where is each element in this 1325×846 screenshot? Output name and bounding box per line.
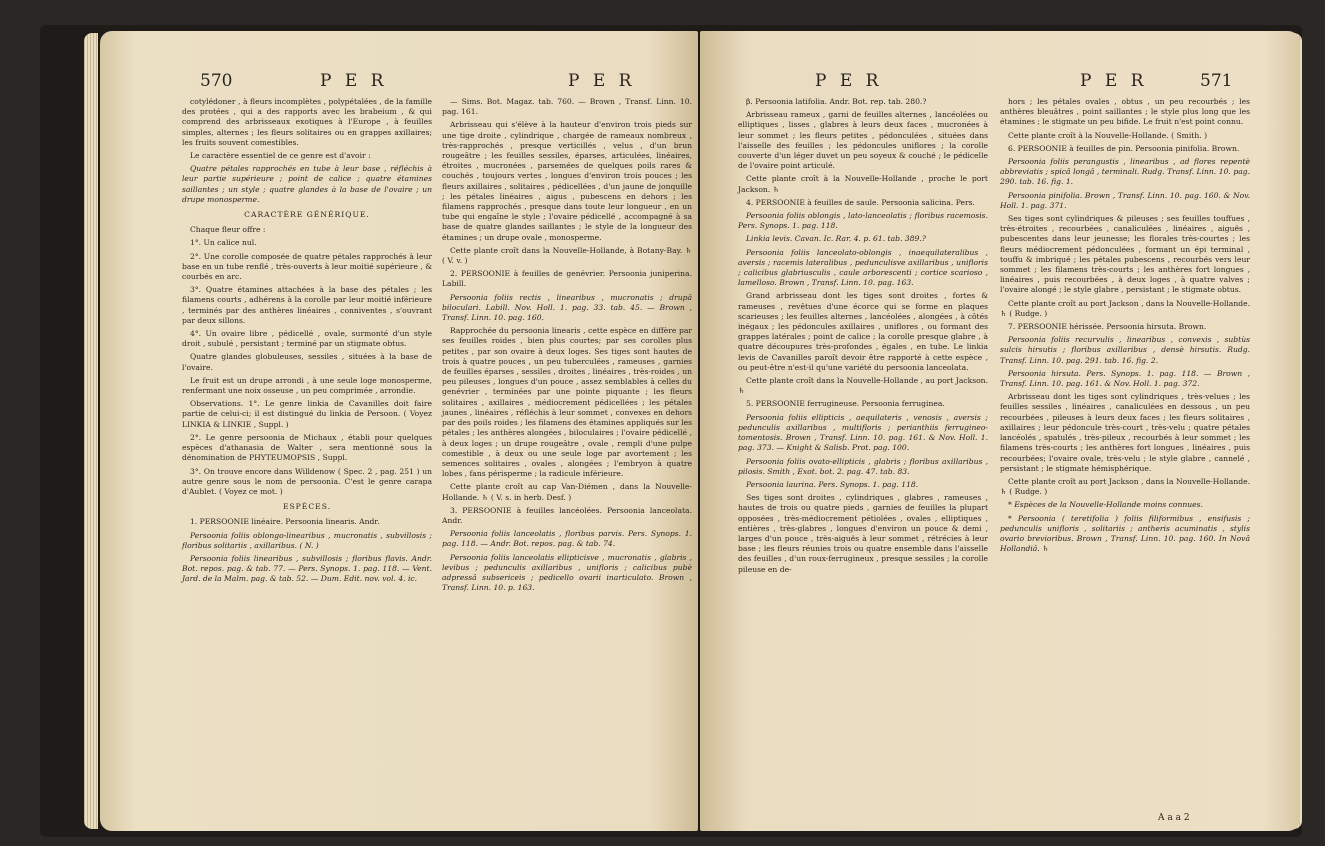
paragraph: Persoonia laurina. Pers. Synops. 1. pag. 118.	[746, 479, 919, 489]
right-column-2	[1000, 97, 1250, 557]
left-page-edges	[84, 33, 98, 829]
paragraph: 6. PERSOONIE à feuilles de pin. Persoonia pinifolia. Brown.	[1008, 143, 1240, 153]
running-title: P E R	[815, 71, 883, 91]
paragraph: Persoonia foliis lanceolato-oblongis , inaequilateralibus , aversis ; racemis lateralibus , pedunculisve axillaribus , unifloris ; calicibus glabriusculis , caule arborescenti ; cortice scarioso , lamelloso. Brown , Transf. Linn. 10. pag. 163.	[738, 247, 988, 288]
paragraph: CARACTÈRE GÉNÉRIQUE.	[244, 210, 370, 220]
paragraph: Persoonia foliis lanceolatis , floribus parvis. Pers. Synops. 1. pag. 118. — Andr. Bot. repos. pag. & tab. 74.	[442, 529, 692, 549]
paragraph: 5. PERSOONIE ferrugineuse. Persoonia ferruginea.	[746, 399, 945, 409]
paragraph: 4. PERSOONIE à feuilles de saule. Persoonia salicina. Pers.	[746, 197, 975, 207]
paragraph: 2°. Une corolle composée de quatre pétales rapprochés à leur base en un tube renflé , très-ouverts à leur moitié supérieure , & courbés en arc.	[182, 251, 432, 282]
open-book	[40, 25, 1302, 837]
paragraph: Cette plante croît dans la Nouvelle-Hollande , au port Jackson. ♄	[738, 376, 988, 396]
paragraph: * Espèces de la Nouvelle-Hollande moins connues.	[1008, 500, 1203, 510]
paragraph: Persoonia foliis rectis , linearibus , mucronatis ; drupâ biloculari. Labill. Nov. Holl. 1. pag. 33. tab. 45. — Brown , Transf. Linn. 10. pag. 160.	[442, 292, 692, 323]
paragraph: cotylédoner , à fleurs incomplètes , polypétalées , de la famille des protées , qui a des rapports avec les brabeium , & qui comprend des arbrisseaux exotiques à l'Europe , à feuilles simples, alternes ; les fleurs solitaires ou en grappes axillaires; les fruits souvent comestibles.	[182, 97, 432, 147]
paragraph: Persoonia pinifolia. Brown , Transf. Linn. 10. pag. 160. & Nov. Holl. 1. pag. 371.	[1000, 190, 1250, 210]
paragraph: Persoonia foliis ellipticis , aequilateris , venosis , aversis ; pedunculis axillaribus , multifloris ; perianthiis ferrugineo-tomentosis. Brown , Transf. Linn. 10. pag. 161. & Nov. Holl. 1. pag. 373. — Knight & Salisb. Prot. pag. 100.	[738, 412, 988, 453]
signature-mark: A a a 2	[1158, 813, 1190, 823]
paragraph: Cette plante croît au cap Van-Diémen , dans la Nouvelle-Hollande. ♄ ( V. s. in herb. Desf. )	[442, 482, 692, 502]
page-number: 570	[200, 71, 233, 91]
paragraph: Cette plante croît au port Jackson , dans la Nouvelle-Hollande. ♄ ( Rudge. )	[1000, 476, 1250, 497]
paragraph: Ses tiges sont cylindriques & pileuses ; ses feuilles touffues , très-étroites , recourbées , canaliculées , linéaires , aiguës , pubescentes dans leur jeunesse; les florales très-courtes ; les fleurs médiocrement pédonculées , formant un épi terminal , touffu & imbriqué ; les pétales pubescens , recourbés vers leur sommet ; les filamens très-courts ; les anthères fort longues , linéaires , puis recourbées , à deux loges , à quatre valves ; l'ovaire alongé ; le style glabre , persistant ; le stigmate obtus.	[1000, 214, 1250, 295]
paragraph: — Sims. Bot. Magaz. tab. 760. — Brown , Transf. Linn. 10. pag. 161.	[442, 97, 692, 117]
paragraph: Arbrisseau dont les tiges sont cylindriques , très-velues ; les feuilles sessiles , linéaires , canaliculées en dessous , un peu recourbées , pileuses à leurs deux faces ; les fleurs solitaires , axillaires ; leur pédoncule très-court , très-velu ; quatre pétales lancéolés , spatulés , très-pileux , recourbés à leur sommet ; les filamens très-courts ; les anthères fort longues , linéaires , puis recourbées; l'ovaire ovale, très-velu ; le style glabre , cannelé , persistant ; le stigmate hémisphérique.	[1000, 392, 1250, 473]
paragraph: Cette plante croît au port Jackson , dans la Nouvelle-Hollande. ♄ ( Rudge. )	[1000, 298, 1250, 318]
paragraph: 3°. Quatre étamines attachées à la base des pétales ; les filamens courts , adhérens à la corolle par leur moitié inférieure , terminés par des anthères linéaires , conniventes , s'ouvrant par deux sillons.	[182, 285, 432, 325]
right-page	[700, 31, 1300, 831]
left-column-1	[182, 97, 432, 588]
running-title: P E R	[1080, 71, 1148, 91]
paragraph: 3°. On trouve encore dans Willdenow ( Spec. 2 , pag. 251 ) un autre genre sous le nom de persoonia. C'est le genre carapa d'Aublet. ( Voyez ce mot. )	[182, 466, 432, 496]
paragraph: * Persoonia ( teretifolia ) foliis filiformibus , ensifusis ; pedunculis unifloris , solitariis ; antheris acuminatis , stylis ovario brevioribus. Brown , Transf. Linn. 10. pag. 160. In Novâ Hollandiâ. ♄	[1000, 513, 1250, 554]
paragraph: Persoonia foliis perangustis , linearibus , ad flores repentè abbreviatis ; spicâ longâ , terminali. Rudg. Transf. Linn. 10. pag. 290. tab. 16. fig. 1.	[1000, 157, 1250, 187]
paragraph: Chaque fleur offre :	[190, 225, 266, 235]
left-page-header	[100, 71, 698, 97]
paragraph: Cette plante croît à la Nouvelle-Hollande , proche le port Jackson. ♄	[738, 174, 988, 194]
paragraph: Ses tiges sont droites , cylindriques , glabres , rameuses , hautes de trois ou quatre pieds , garnies de feuilles la plupart opposées , très-médiocrement pétiolées , ovales , elliptiques , entières , très-glabres , longues d'environ un pouce & demi , larges d'un pouce , très-aiguës à leur sommet , rétrécies à leur base ; les fleurs réunies trois ou quatre ensemble dans l'aisselle des feuilles , d'un roux-ferrugineux , presque sessiles ; la corolle pileuse en de-	[738, 493, 988, 574]
paragraph: hors ; les pétales ovales , obtus , un peu recourbés ; les anthères bleuâtres , point saillantes ; le style plus long que les étamines ; le stigmate un peu bifide. Le fruit n'est point connu.	[1000, 97, 1250, 127]
paragraph: Persoonia foliis recurvulis , linearibus , convexis , subtùs sulcis hirsutis ; floribus axillaribus , densè hirsutis. Rudg. Transf. Linn. 10. pag. 291. tab. 16. fig. 2.	[1000, 335, 1250, 365]
paragraph: Persoonia foliis oblongis , lato-lanceolatis ; floribus racemosis. Pers. Synops. 1. pag. 118.	[738, 211, 988, 231]
paragraph: Quatre pétales rapprochés en tube à leur base , réfléchis à leur partie supérieure ; point de calice ; quatre étamines saillantes ; un style ; quatre glandes à la base de l'ovaire ; un drupe monosperme.	[182, 164, 432, 204]
paragraph: 7. PERSOONIE hérissée. Persoonia hirsuta. Brown.	[1008, 322, 1207, 332]
paragraph: 3. PERSOONIE à feuilles lancéolées. Persoonia lanceolata. Andr.	[442, 505, 692, 525]
paragraph: Cette plante croît dans la Nouvelle-Hollande, à Botany-Bay. ♄ ( V. v. )	[442, 245, 692, 266]
paragraph: Le caractère essentiel de ce genre est d'avoir :	[190, 151, 371, 161]
right-page-header	[700, 71, 1300, 97]
left-page	[100, 31, 698, 831]
paragraph: 1°. Un calice nul.	[190, 238, 257, 248]
running-title: P E R	[568, 71, 636, 91]
paragraph: Quatre glandes globuleuses, sessiles , situées à la base de l'ovaire.	[182, 352, 432, 372]
paragraph: Le fruit est un drupe arrondi , à une seule loge monosperme, renfermant une noix osseuse , un peu comprimée , arrondie.	[182, 375, 432, 396]
paragraph: Arbrisseau rameux , garni de feuilles alternes , lancéolées ou elliptiques , lisses , glabres à leurs deux faces , mucronées à leur sommet ; les fleurs petites , pédonculées , situées dans l'aisselle des feuilles ; les pédoncules uniflores ; la corolle couverte d'un léger duvet un peu soyeux & couché ; le pédicelle de l'ovaire point articulé.	[738, 110, 988, 171]
left-column-2	[442, 97, 692, 596]
paragraph: Cette plante croît à la Nouvelle-Hollande. ( Smith. )	[1008, 130, 1208, 140]
page-number: 571	[1200, 71, 1233, 91]
paragraph: Linkia levis. Cavan. Ic. Rar. 4. p. 61. tab. 389.?	[746, 234, 926, 244]
paragraph: Persoonia foliis lanceolatis ellipticisve , mucronatis , glabris , levibus ; pedunculis axillaribus , unifloris ; calicibus pubè adpressâ subsericeis ; pedicello ovarii inarticulato. Brown , Transf. Linn. 10. p. 163.	[442, 552, 692, 593]
paragraph: Rapprochée du persoonia linearis , cette espèce en diffère par ses feuilles roides , bien plus courtes; par ses corolles plus petites , par son ovaire à deux loges. Ses tiges sont hautes de trois à quatre pouces , un peu tuberculées , rameuses , garnies de feuilles éparses , sessiles , droites , linéaires , très-roides , un peu pileuses , longues d'un pouce , assez semblables à celles du genévrier , terminées par une pointe piquante ; les fleurs solitaires , axillaires , médiocrement pédicellées ; les pétales jaunes , linéaires , réfléchis à leur sommet , convexes en dehors par des poils roides ; les filamens des étamines appliqués sur les pétales ; les anthères alongées , biloculaires ; l'ovaire pédicellé , à deux loges ; un drupe rougeâtre , ovale , rempli d'une pulpe comestible , à deux ou une seule loge par avortement ; les semences solitaires , ovales , alongées ; l'embryon à quatre lobes , fans périsperme ; la radicule inférieure.	[442, 326, 692, 479]
paragraph: Grand arbrisseau dont les tiges sont droites , fortes & rameuses , revêtues d'une écorce qui se forme en plaques scarieuses ; les feuilles alternes , lancéolées , alongées , à côtés inégaux ; les pédoncules axillaires , uniflores , ou formant des grappes latérales ; point de calice ; la corolle presque glabre , à quatre découpures très-profondes , égales , en tube. Le linkia levis de Cavanilles paroît devoir être rapporté à cette espèce , ou peut-être n'est-il qu'une variété du persoonia lanceolata.	[738, 291, 988, 372]
paragraph: Persoonia foliis ovato-ellipticis , glabris ; floribus axillaribus , pilosis. Smith , Exot. bot. 2. pag. 47. tab. 83.	[738, 456, 988, 476]
paragraph: Persoonia foliis oblongo-linearibus , mucronatis , subvillosis ; floribus solitariis , axillaribus. ( N. )	[182, 530, 432, 550]
paragraph: ESPÈCES.	[282, 502, 332, 512]
paragraph: Persoonia foliis linearibus , subvillosis ; floribus flavis. Andr. Bot. repos. pag. & tab. 77. — Pers. Synops. 1. pag. 118. — Vent. Jard. de la Malm. pag. & tab. 52. — Dum. Edit. nov. vol. 4. ic.	[182, 553, 432, 584]
paragraph: 2°. Le genre persoonia de Michaux , établi pour quelques espèces d'athanasia de Walter , sera mentionné sous la dénomination de PHYTEUMOPSIS , Suppl.	[182, 432, 432, 463]
paragraph: 4°. Un ovaire libre , pédicellé , ovale, surmonté d'un style droit , subulé , persistant ; terminé par un stigmate obtus.	[182, 329, 432, 349]
paragraph: Observations. 1°. Le genre linkia de Cavanilles doit faire partie de celui-ci; il est distingué du linkia de Persoon. ( Voyez LINKIA & LINKIE , Suppl. )	[182, 399, 432, 429]
paragraph: β. Persoonia latifolia. Andr. Bot. rep. tab. 280.?	[746, 97, 927, 106]
paragraph: Persoonia hirsuta. Pers. Synops. 1. pag. 118. — Brown , Transf. Linn. 10. pag. 161. & Nov. Holl. 1. pag. 372.	[1000, 368, 1250, 389]
paragraph: Arbrisseau qui s'élève à la hauteur d'environ trois pieds sur une tige droite , cylindrique , chargée de rameaux nombreux , très-rapprochés , presque verticillés , velus , d'un brun rougeâtre ; les feuilles sessiles, éparses, articulées, linéaires, étroites , mucronées , parsemées de quelques poils rares & couchés , toujours vertes , longues d'environ trois pouces ; les fleurs axillaires , solitaires , pédicellées , d'un jaune de jonquille ; les pétales linéaires , aigus , pubescens en dehors ; les filamens rapprochés , presque dans toute leur longueur , en un tube qui engaîne le style ; l'ovaire pédicellé , accompagné à sa base de quatre glandes saillantes ; le style de la longueur des étamines ; un drupe ovale , monosperme.	[442, 120, 692, 242]
running-title: P E R	[320, 71, 388, 91]
right-column-1	[738, 97, 988, 578]
paragraph: 1. PERSOONIE linéaire. Persoonia linearis. Andr.	[190, 517, 380, 527]
paragraph: 2. PERSOONIE à feuilles de genévrier. Persoonia juniperina. Labill.	[442, 269, 692, 289]
